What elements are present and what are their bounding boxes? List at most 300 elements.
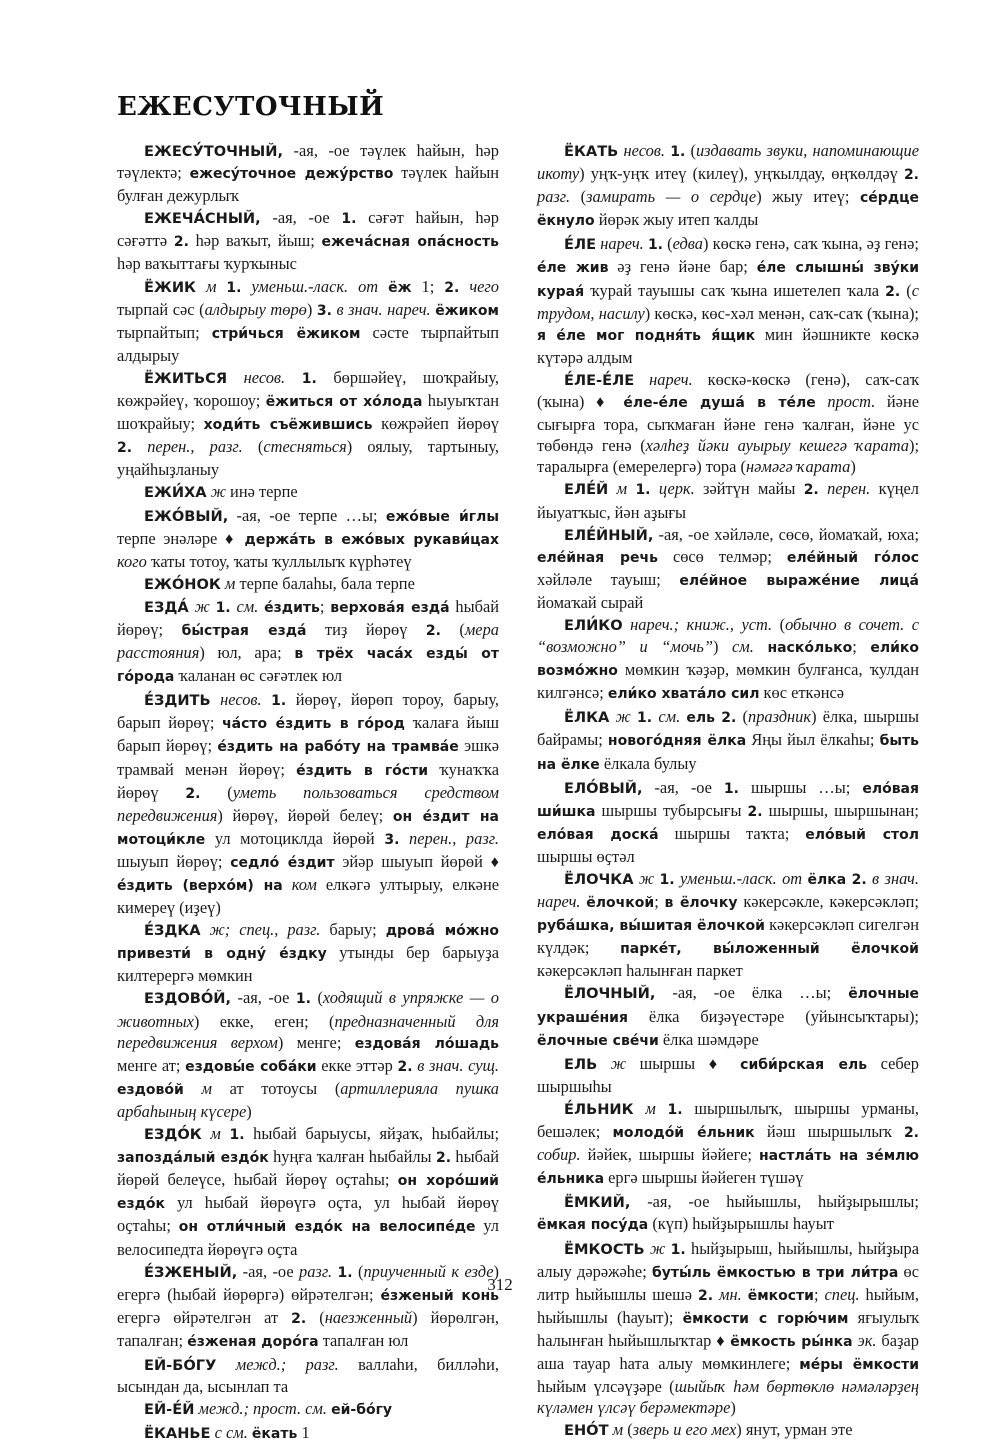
entry-label: ж	[597, 1053, 627, 1073]
dictionary-entry	[117, 1123, 499, 1260]
entry-phrase: е́здить	[264, 599, 320, 616]
entry-text: һуңға ҡалған һыбайлы	[268, 1147, 436, 1167]
entry-text: инә терпе	[225, 482, 298, 502]
entry-headword: ЕНО́Т	[564, 1422, 609, 1440]
entry-phrase: 1.	[637, 710, 653, 727]
entry-text	[754, 637, 768, 656]
entry-phrase: 2.	[425, 622, 441, 639]
entry-text: йәш шыршылыҡ	[754, 1122, 904, 1142]
entry-text: сәсте тырпайтып алдырыу	[117, 322, 499, 365]
entry-phrase: ело́вая доска́	[537, 826, 659, 843]
entry-headword: ЕЗДОВО́Й,	[144, 990, 232, 1008]
dictionary-entry	[117, 140, 499, 206]
entry-text: өс литр һыйышлы шешә	[537, 1261, 919, 1304]
entry-text: эйәр шыуып йөрөй ♦	[334, 851, 499, 871]
entry-text: мөмкин ҡәҙәр, мөмкин булғанса, ҡулдан килгәнсә;	[537, 660, 919, 703]
entry-label: прост.	[815, 392, 876, 412]
entry-phrase: ёжиться от хо́лода	[265, 394, 423, 411]
entry-text: йөрөү, йөрөп тороу, барыу, барып йөрөү;	[117, 690, 500, 733]
entry-text: күңел йыуатҡыс, йән аҙығы	[537, 479, 919, 522]
entry-label: в знач. нареч.	[331, 299, 431, 319]
entry-label: алдырыу төрө	[204, 299, 307, 319]
entry-text: тырпай сәс (	[117, 299, 205, 319]
entry-headword: ЁКАТЬ	[564, 143, 619, 160]
entry-text: һыбай барыусы, яйҙаҡ, һыбайлы;	[244, 1124, 500, 1144]
entry-text: ) йөрөү, йөрөй белеү;	[217, 805, 393, 825]
entry-text: ) менге;	[277, 1032, 355, 1052]
entry-phrase: ездово́й	[117, 1081, 184, 1098]
entry-phrase: 2.	[903, 167, 919, 184]
entry-text: ҡаты тотоу, ҡаты ҡуллылыҡ күрһәтеү	[146, 551, 412, 571]
entry-phrase: ездовы́е соба́ки	[185, 1058, 317, 1075]
entry-phrase: 1.	[229, 1127, 245, 1144]
entry-text	[262, 690, 272, 709]
entry-text: һәр ваҡыт, йыш;	[188, 231, 322, 251]
entry-text: ) екке, еген; (	[193, 1011, 335, 1031]
entry-label: в знач. нареч.	[537, 869, 919, 912]
entry-phrase: 2.	[721, 710, 737, 727]
entry-text: (	[570, 187, 587, 207]
entry-phrase: 2.	[851, 872, 867, 888]
entry-phrase: ёж	[388, 279, 412, 296]
dictionary-entry	[537, 868, 919, 981]
left-column	[117, 140, 499, 1446]
entry-label: см.	[652, 707, 681, 727]
entry-label: м	[220, 573, 236, 593]
dictionary-entry	[117, 573, 499, 595]
entry-text: һыйым үлсәүҙәре (	[537, 1377, 675, 1397]
entry-text: кәкерсәкләп һалынған паркет	[537, 961, 743, 981]
dictionary-entry	[537, 614, 919, 705]
entry-phrase: е́ле слышны́ зву́ки курая́	[537, 260, 920, 300]
entry-text: (	[623, 1420, 633, 1440]
entry-text: ) көскә генә, саҡ ҡына, әҙ генә;	[703, 234, 919, 254]
entry-phrase: ело́вый стол	[805, 826, 920, 843]
entry-phrase: бы́страя езда́	[181, 622, 307, 639]
entry-label: мн.	[713, 1284, 742, 1304]
entry-label: межд.; прост. см.	[194, 1399, 327, 1419]
entry-text: һәр ваҡыттағы ҡурҡыныс	[117, 254, 297, 274]
entry-text: ) егергә (һыбай йөрөргә) өйрәтелгән;	[117, 1261, 499, 1304]
entry-text: шыршы ♦	[626, 1053, 741, 1073]
entry-text: тырпайтып;	[117, 322, 212, 342]
entry-headword: ЁМКОСТЬ	[564, 1240, 645, 1258]
entry-text: (	[685, 141, 696, 160]
entry-phrase: он е́здит на мотоци́кле	[117, 808, 499, 848]
entry-headword: ЕЖЕЧА́СНЫЙ,	[144, 210, 261, 228]
entry-text: баҙар аша тауар һата алыу мөмкинлеге;	[537, 1330, 919, 1373]
entry-phrase: седло́ е́здит	[230, 854, 335, 871]
entry-phrase: 1.	[301, 370, 317, 387]
entry-phrase: 2.	[803, 482, 819, 499]
entry-text: ) уңҡ-уңҡ итеү (килеү), уңҡылдау, өңҡөлдәү	[579, 164, 904, 184]
entry-label: с трудом, насилу	[537, 280, 919, 323]
dictionary-entry	[117, 596, 499, 688]
entry-text: (	[310, 988, 323, 1008]
entry-text	[656, 1099, 668, 1118]
entry-text: (	[663, 234, 673, 254]
entry-label: нареч.; книж., уст.	[622, 614, 773, 634]
entry-label: уменьш.-ласк. от	[241, 276, 379, 296]
entry-text: көжрәйеп йөрөү	[372, 414, 499, 434]
entry-phrase: е́зженый конь	[380, 1287, 500, 1304]
dictionary-entry	[537, 524, 919, 613]
entry-phrase: 1.	[670, 1241, 686, 1258]
entry-label: собир.	[537, 1145, 581, 1165]
entry-text: ) юл, ара;	[199, 643, 295, 663]
entry-headword: ЕЛЬ	[564, 1055, 598, 1073]
entry-text: ); таралырға (емерелергә) тора (	[537, 436, 919, 477]
entry-headword: ЁЛКА	[564, 709, 610, 727]
dictionary-entry	[117, 207, 499, 274]
entry-headword: ЕЗДА́	[144, 598, 189, 616]
entry-label: перен., разг.	[399, 828, 499, 848]
entry-phrase: ёмкости	[747, 1287, 814, 1304]
entry-text: мин йәшникте көскә күтәрә алдым	[537, 324, 919, 367]
entry-text: (	[242, 437, 264, 457]
entry-label: м	[195, 276, 217, 296]
entry-headword: ЕЖО́ВЫЙ,	[144, 507, 229, 525]
entry-phrase: 2.	[397, 1058, 413, 1075]
entry-phrase: наско́лько	[767, 640, 853, 657]
entry-text: Яңы йыл ёлкаһы;	[746, 730, 880, 750]
dictionary-entry	[117, 481, 499, 503]
entry-label: нареч.	[634, 369, 693, 389]
entry-label: эк.	[852, 1330, 877, 1350]
entry-text: елкәгә ултырыу, елкәне кимереү (иҙеү)	[117, 875, 499, 918]
dictionary-entry	[117, 919, 499, 986]
entry-phrase: ездова́я ло́шадь	[354, 1035, 499, 1052]
entry-phrase: 2.	[173, 234, 189, 251]
entry-phrase: 2.	[444, 279, 460, 296]
entry-text: көскә-көскә (генә), саҡ-саҡ (ҡына) ♦	[537, 369, 919, 412]
entry-phrase: ёлочные све́чи	[537, 1032, 659, 1049]
entry-text: йомаҡай сырай	[537, 592, 644, 612]
entry-label: ж	[206, 482, 226, 502]
entry-label: м	[201, 1124, 221, 1144]
entry-text: тәүлек һайын булған дежурлыҡ	[117, 163, 499, 206]
entry-phrase: 1.	[226, 279, 242, 296]
entry-text: йәне сығырға тора, сыҡмаған йәне генә ҡалған, йәне ус төбөндә генә (	[537, 392, 919, 456]
entry-text: шыршы таҡта;	[658, 823, 806, 843]
entry-headword: Е́ЗДИТЬ	[144, 692, 211, 710]
entry-label: в знач. сущ.	[412, 1055, 499, 1075]
entry-phrase: держа́ть в ежо́вых рукави́цах	[244, 531, 500, 548]
entry-phrase: настла́ть на зе́млю е́льника	[537, 1148, 919, 1188]
entry-phrase: ёлка	[807, 872, 847, 888]
entry-phrase: ёлочные украше́ния	[537, 986, 919, 1026]
entry-label: наезженный	[324, 1307, 413, 1327]
dictionary-entry	[537, 706, 919, 775]
entry-label: обычно в сочет. с “возможно” и “мочь”	[537, 614, 919, 657]
entry-label: замирать — о сердце	[586, 187, 757, 207]
entry-phrase: е́здить на рабо́ту на трамва́е	[217, 739, 459, 756]
entry-phrase: быть на ёлке	[537, 733, 919, 773]
entry-text: ёлкала булыу	[599, 753, 697, 773]
entry-label: мера расстояния	[117, 619, 499, 663]
entry-phrase: в трёх часа́х езды́ от го́рода	[117, 646, 499, 686]
entry-phrase: 1.	[659, 872, 675, 888]
entry-text: шыршы өҫтәл	[537, 846, 635, 866]
entry-text: ) янут, урман эте	[736, 1420, 853, 1440]
entry-label: спец.	[818, 1284, 860, 1304]
dictionary-entry	[537, 982, 919, 1051]
dictionary-entry	[117, 276, 499, 366]
entry-text: әҙ генә йәне бар;	[608, 257, 757, 277]
entry-phrase: 1.	[337, 1264, 353, 1281]
entry-text: зәйтүн майы	[694, 479, 804, 499]
entry-text: )	[712, 637, 719, 657]
entry-text: ;	[852, 637, 871, 657]
entry-label: стесняться	[263, 437, 347, 457]
entry-text: һыуыҡтан шоҡрайыу;	[117, 391, 499, 434]
entry-phrase: ча́сто е́здить в го́род	[222, 716, 405, 733]
entry-phrase: верхова́я езда́	[330, 599, 450, 616]
entry-phrase: 1.	[295, 991, 311, 1008]
entry-text: (күп) һыйҙырышлы һауыт	[648, 1214, 834, 1234]
entry-label: кого	[117, 551, 147, 571]
entry-text: һыбай йөрөй белеүсе, һыбай йөрөү оҫтаһы;	[117, 1147, 499, 1190]
entry-label: нәмәгә ҡарата	[745, 457, 851, 477]
entry-label: перен., разг.	[132, 437, 243, 457]
entry-text: -ая, -ое һыйышлы, һыйҙырышлы;	[630, 1192, 919, 1212]
entry-phrase: 2.	[885, 283, 901, 300]
entry-phrase: парке́т, вы́ложенный ёлочкой	[620, 941, 919, 958]
entry-headword: ЕЛЕ́Й	[564, 481, 609, 499]
entry-text: хәйләле тауыш;	[537, 569, 680, 589]
entry-headword: ЁЛОЧНЫЙ,	[564, 985, 656, 1003]
entry-label: межд.; разг.	[216, 1354, 339, 1374]
entry-label: м	[608, 1420, 624, 1440]
entry-text: ул мотоциклда йөрөй	[205, 828, 385, 848]
entry-text: шыршы …ы;	[738, 777, 863, 797]
entry-text: )	[246, 1101, 252, 1121]
entry-label: с см.	[210, 1423, 248, 1443]
entry-text: ергә шыршы йәйеген түшәү	[604, 1168, 804, 1188]
entry-label: ж; спец., разг.	[200, 920, 321, 940]
entry-text: 1	[297, 1423, 310, 1443]
entry-label: разг.	[537, 187, 571, 207]
entry-text	[378, 277, 388, 296]
entry-text: -ая, -ое ёлка …ы;	[655, 983, 849, 1003]
entry-text: тапалған юл	[318, 1330, 409, 1350]
entry-label: несов.	[227, 367, 286, 387]
entry-label: церк.	[650, 479, 695, 499]
entry-headword: ЕЛИ́КО	[564, 616, 623, 634]
entry-label: приученный к езде	[363, 1261, 494, 1281]
entry-text: бөршәйеү, шоҡрайыу, көжрәйеү, ҡорошоу;	[117, 367, 499, 411]
entry-headword: Е́ЗДКА	[144, 922, 201, 940]
dictionary-entry	[117, 1398, 499, 1421]
dictionary-entry	[117, 367, 499, 480]
entry-label: ж	[188, 596, 210, 616]
entry-phrase: ходи́ть съёжившись	[203, 417, 373, 434]
entry-phrase: ме́ры ёмкости	[799, 1356, 920, 1373]
entry-label: ходящий в упряжке — о животных	[117, 988, 499, 1031]
entry-text: утынды бер барыуҙа килтерергә мөмкин	[117, 943, 499, 986]
entry-text: ) көскә, көс-хәл менән, саҡ-саҡ (ҡына);	[644, 303, 919, 323]
entry-headword: ЁКАНЬЕ	[144, 1425, 211, 1443]
entry-phrase: 2.	[291, 1310, 307, 1327]
entry-phrase: 3.	[384, 831, 400, 848]
entry-phrase: сиби́рская ель	[740, 1056, 868, 1073]
entry-label: праздник	[748, 707, 812, 727]
entry-headword: ЕЖЕСУ́ТОЧНЫЙ,	[144, 143, 284, 160]
entry-phrase: еле́йное выраже́ние лица́	[679, 572, 919, 589]
entry-label: едва	[672, 234, 703, 254]
entry-phrase: молодо́й е́льник	[612, 1125, 755, 1142]
entry-text: һыйҙырыш, һыйышлы, һыйҙыра алыу дәрәжәһе;	[537, 1238, 919, 1281]
dictionary-entry	[537, 1098, 919, 1190]
entry-label: предназначенный для передвижения верхом	[117, 1011, 499, 1052]
entry-phrase: руба́шка, вы́шитая ёлочкой	[537, 918, 765, 935]
entry-label: нареч.	[596, 234, 644, 254]
entry-text: барыу;	[320, 920, 386, 940]
dictionary-entry	[537, 1419, 919, 1441]
entry-text: ҡунаҡҡа йөрөү	[117, 759, 499, 802]
entry-phrase: буты́ль ёмкостью в три ли́тра	[652, 1264, 899, 1281]
entry-text: сәғәт һайын, һәр сәғәттә	[117, 208, 500, 251]
entry-phrase: 2.	[747, 803, 763, 820]
dictionary-entry	[537, 140, 919, 232]
entry-text: ;	[813, 1284, 819, 1304]
entry-headword: ЁЛОЧКА	[564, 871, 634, 888]
entry-headword: Е́ЛЕ	[564, 236, 597, 254]
entry-phrase: е́здить в го́сти	[296, 762, 429, 779]
entry-text: ) оялыу, тартыныу, уңайһыҙланыу	[117, 437, 499, 480]
entry-phrase: я е́ле мог подня́ть я́щик	[537, 327, 756, 344]
entry-text: -ая, -ое тәүлек һайын, һәр тәүлектә;	[117, 141, 499, 183]
entry-label: перен.	[818, 479, 871, 499]
entry-label: разг.	[293, 1261, 333, 1281]
entry-phrase: ели́ко возмо́жно	[537, 640, 920, 680]
entry-text: яғыулыҡ һалынған һыйышлыҡтар ♦	[537, 1307, 919, 1350]
entry-phrase: ежо́вые и́глы	[385, 508, 499, 525]
entry-phrase: 1.	[723, 780, 739, 797]
dictionary-entry	[537, 777, 919, 867]
entry-text: шыршылыҡ, шыршы урманы, бешәлек;	[537, 1098, 919, 1142]
entry-headword: Е́ЛЕ-Е́ЛЕ	[564, 371, 635, 389]
entry-text: ул велосипедта йөрөүгә оҫта	[117, 1216, 499, 1259]
entry-phrase: ёлочкой	[586, 895, 655, 912]
entry-phrase: 3.	[316, 302, 332, 319]
dictionary-entry	[537, 233, 919, 368]
entry-phrase: ежеча́сная опа́сность	[321, 234, 499, 251]
entry-text: ;	[319, 596, 331, 616]
entry-label: см.	[230, 596, 259, 616]
entry-label: ком	[282, 875, 317, 894]
entry-text: һыйым, һыйышлы (һауыт);	[537, 1284, 919, 1327]
entry-phrase: еле́йный го́лос	[786, 549, 919, 566]
entry-label: чего	[459, 276, 499, 296]
entry-phrase: 1.	[635, 482, 651, 499]
entry-text: (	[440, 619, 465, 639]
entry-headword: ЕЙ-БО́ГУ	[144, 1356, 217, 1374]
dictionary-entry	[117, 1422, 499, 1445]
entry-text	[285, 368, 302, 387]
entry-headword: ЁМКИЙ,	[564, 1194, 631, 1212]
right-column	[537, 140, 919, 1442]
entry-text: йәйек, шыршы йәйеге;	[580, 1145, 759, 1165]
entry-text: ) жыу итеү;	[756, 187, 860, 207]
entry-text: менге ат;	[117, 1055, 186, 1075]
entry-phrase: ели́ко хвата́ло сил	[607, 686, 760, 703]
entry-text: кәкерсәкле, кәкерсәкләп;	[737, 892, 919, 912]
entry-phrase: 1.	[670, 144, 686, 160]
entry-label: см.	[718, 637, 754, 657]
entry-text: шыршы тубырсығы	[595, 800, 748, 820]
entry-text: валлаһи, билләһи, ысындан да, ысынлап та	[117, 1354, 499, 1397]
entry-text: -ая, -ое	[260, 208, 342, 228]
entry-phrase: е́зженая доро́га	[187, 1333, 319, 1350]
entry-label: артиллерияла пушка арбаһының күсере	[117, 1078, 499, 1121]
entry-text: ) ёлка, шыршы байрамы;	[537, 707, 919, 750]
entry-text: (	[772, 614, 786, 634]
entry-headword: ЕЗДО́К	[144, 1126, 202, 1144]
entry-text: -ая, -ое	[237, 1261, 294, 1281]
entry-phrase: ёмкости с горю́чим	[682, 1310, 849, 1327]
entry-label: издавать звуки, напоминающие икоту	[537, 141, 919, 184]
entry-label: уметь пользоваться средством передвижения	[117, 782, 499, 825]
entry-phrase: нового́дняя ёлка	[607, 733, 747, 750]
dictionary-entry	[117, 1354, 499, 1397]
entry-label: несов.	[210, 690, 262, 710]
entry-phrase: ей-бо́гу	[331, 1402, 393, 1419]
entry-text	[216, 277, 226, 296]
entry-phrase: 1.	[271, 693, 287, 710]
entry-text: -ая, -ое	[642, 777, 724, 797]
entry-text: себер шыршыһы	[537, 1053, 919, 1096]
dictionary-entry	[537, 1238, 919, 1419]
entry-phrase: ёжиком	[435, 302, 499, 319]
entry-phrase: в ёлочку	[664, 895, 738, 912]
page-number: 312	[487, 1275, 513, 1294]
entry-text: ҡурай тауышы саҡ ҡына ишетелеп ҡала	[584, 280, 886, 300]
entry-label: м	[608, 479, 628, 499]
entry-phrase: ежесу́точное дежу́рство	[189, 166, 394, 183]
entry-text: екке эттәр	[316, 1055, 398, 1075]
entry-phrase: ело́вая ши́шка	[537, 780, 919, 820]
entry-text: эшкә трамвай менән йөрөү;	[117, 736, 499, 779]
dictionary-entry	[537, 1053, 919, 1097]
entry-phrase: е́ле-е́ле душа́ в те́ле	[623, 395, 816, 412]
entry-text: йөрәк жыу итеп ҡалды	[594, 210, 759, 230]
entry-text: ул һыбай йөрөүгә оҫта, ул һыбай йөрөү оҫтаһы;	[117, 1193, 499, 1236]
entry-text: ат тотоусы (	[211, 1078, 341, 1098]
entry-text: көс еткәнсә	[759, 683, 845, 703]
entry-text: )	[850, 457, 856, 477]
entry-text: ёлка биҙәүестәре (уйынсыҡтары);	[627, 1006, 919, 1026]
entry-phrase: 1.	[215, 599, 231, 616]
entry-headword: Е́ЛЬНИК	[564, 1100, 634, 1118]
entry-phrase: се́рдце ёкнуло	[537, 190, 919, 230]
entry-phrase: запозда́лый ездо́к	[117, 1150, 269, 1167]
entry-phrase: ёкать	[251, 1426, 298, 1443]
entry-phrase: 2.	[698, 1287, 714, 1304]
entry-label: хәлһеҙ йәки ауырыу кешегә ҡарата	[645, 436, 909, 456]
entry-text: шыуып йөрөү;	[117, 851, 231, 871]
entry-text: егергә өйрәтелгән ат	[117, 1307, 292, 1327]
entry-phrase: еле́йная речь	[537, 549, 658, 566]
entry-text: ) йөрөлгән, тапалған;	[117, 1307, 500, 1350]
dictionary-entry	[117, 505, 499, 572]
entry-label: ж	[644, 1238, 666, 1258]
entry-phrase: 1.	[341, 211, 357, 228]
entry-text: ҡаланан өс сәғәтлек юл	[174, 666, 343, 686]
entry-text: (	[200, 782, 233, 802]
entry-label: м	[183, 1078, 212, 1098]
entry-phrase: е́здить (верхо́м) на	[117, 878, 283, 894]
